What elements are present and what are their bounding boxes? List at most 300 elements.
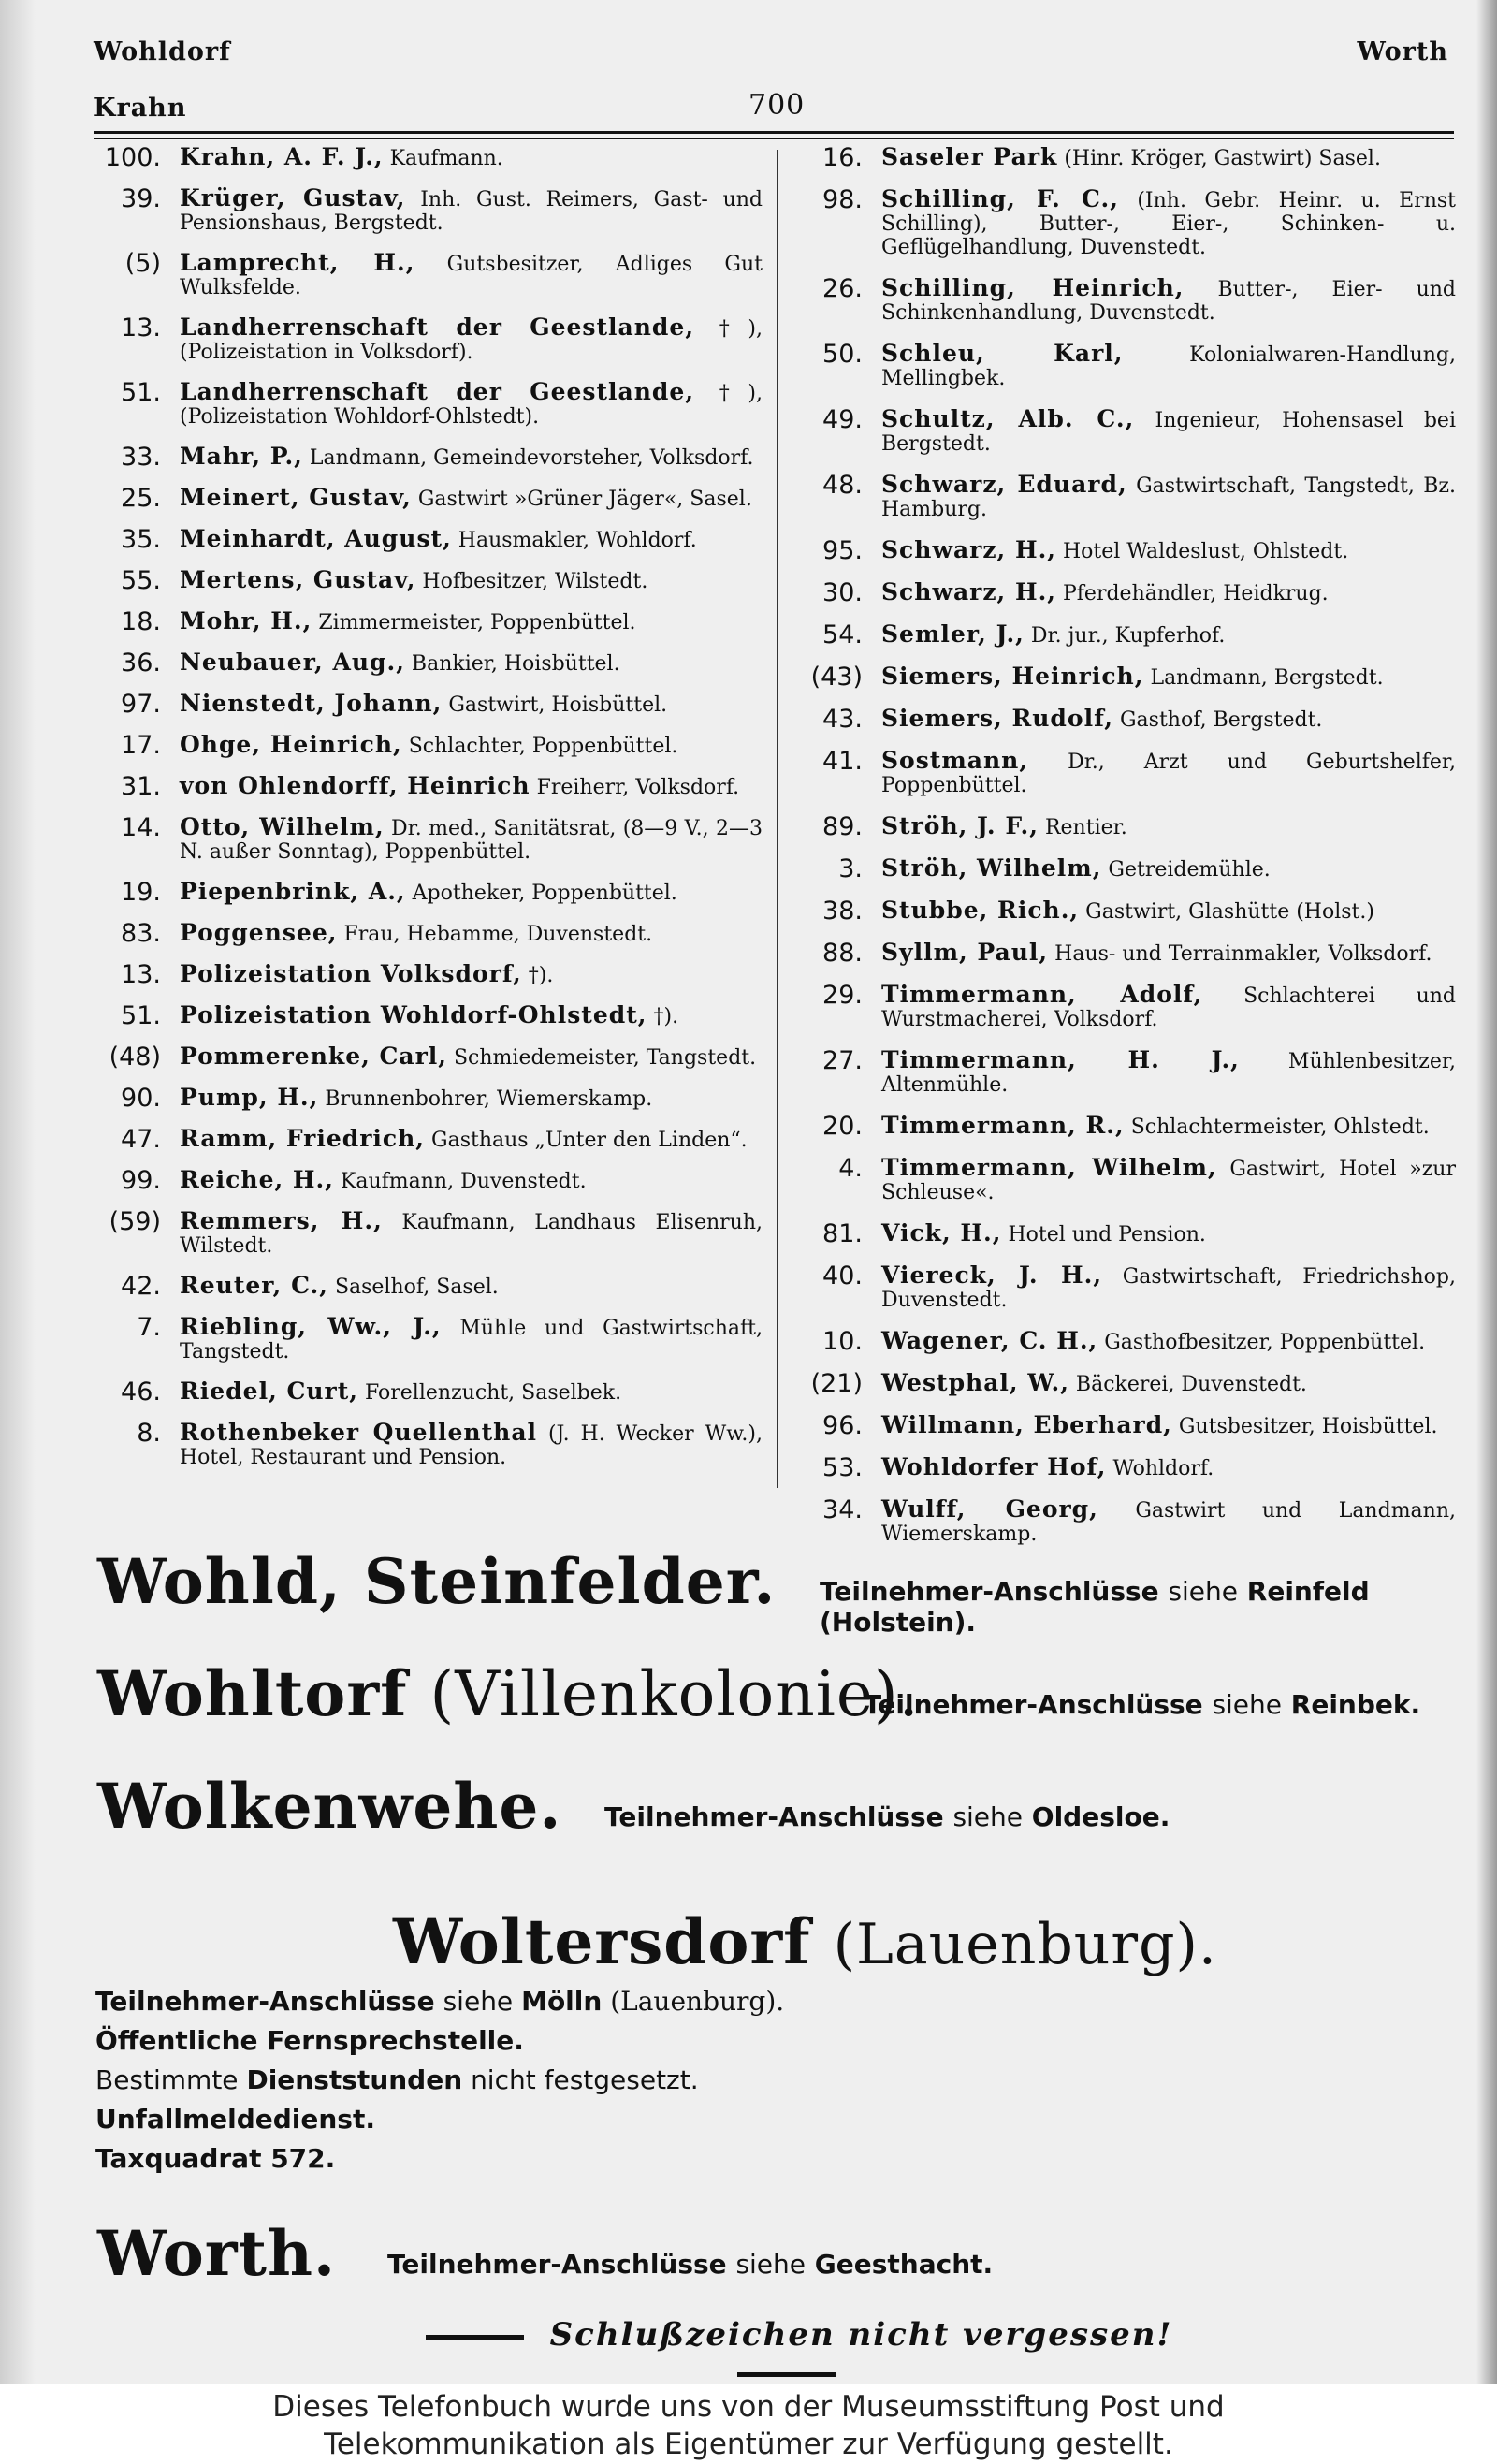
entry-text — [180, 380, 763, 429]
entry-description: Haus- und Terrainmakler, Volksdorf. — [1054, 942, 1432, 966]
entry-text — [881, 664, 1456, 690]
entry-text — [180, 1379, 763, 1405]
directory-entry — [795, 1156, 1456, 1204]
entry-description: Hotel Waldeslust, Ohlstedt. — [1062, 540, 1349, 563]
entry-number: 81. — [822, 1219, 863, 1248]
entry-description: (Inh. Gebr. Heinr. u. Ernst Schilling), Butter-, Eier-, Schinken- u. Geflügelhandlung, Duvenstedt. — [881, 189, 1456, 259]
entry-name: Timmermann, Wilhelm, — [881, 1154, 1217, 1181]
entry-number: 34. — [822, 1495, 863, 1524]
entry-text — [881, 538, 1456, 563]
entry-description: Kaufmann, Duvenstedt. — [340, 1170, 587, 1193]
entry-name: Remmers, H., — [180, 1207, 383, 1234]
entry-description: Gastwirtschaft, Tangstedt, Bz. Hamburg. — [881, 474, 1457, 521]
place-heading-worth: Worth. — [97, 2217, 336, 2290]
entry-number: 10. — [822, 1327, 863, 1356]
entry-name: Timmermann, Adolf, — [881, 981, 1203, 1008]
closing-reminder: Schlußzeichen nicht vergessen! — [337, 2316, 1235, 2384]
entry-description: Schlachtermeister, Ohlstedt. — [1130, 1115, 1430, 1139]
directory-entry — [94, 1086, 763, 1111]
entry-name: Wagener, C. H., — [881, 1327, 1098, 1354]
entry-description: Forellenzucht, Saselbek. — [364, 1381, 622, 1405]
directory-entry — [94, 880, 763, 905]
entry-name: Ströh, Wilhelm, — [881, 854, 1102, 882]
entry-number: 38. — [822, 897, 863, 926]
entry-name: Polizeistation Volksdorf, — [180, 960, 522, 987]
entry-number: 20. — [822, 1112, 863, 1141]
entry-number: 40. — [822, 1261, 863, 1290]
entry-text — [881, 814, 1456, 839]
entry-number: 90. — [121, 1084, 161, 1113]
entry-description: Hofbesitzer, Wilstedt. — [422, 570, 648, 593]
directory-entry — [795, 1497, 1456, 1546]
entry-text — [881, 622, 1456, 648]
entry-description: Getreidemühle. — [1108, 858, 1271, 882]
entry-number: 4. — [838, 1154, 863, 1183]
directory-entry — [94, 1315, 763, 1363]
entry-description: Bäckerei, Duvenstedt. — [1075, 1373, 1307, 1396]
entry-name: Saseler Park — [881, 143, 1058, 170]
entry-text — [180, 445, 763, 470]
directory-entry — [94, 1003, 763, 1028]
entry-text — [180, 962, 763, 987]
entry-number: 8. — [137, 1419, 161, 1448]
entry-description: Dr. jur., Kupferhof. — [1030, 624, 1226, 648]
entry-name: Schleu, Karl, — [881, 340, 1124, 367]
entry-text — [180, 733, 763, 758]
entry-description: (Hinr. Kröger, Gastwirt) Sasel. — [1064, 147, 1381, 170]
entry-text — [180, 486, 763, 511]
directory-entry — [795, 187, 1456, 259]
directory-entry — [795, 1048, 1456, 1097]
directory-entry — [94, 609, 763, 634]
directory-entry — [94, 733, 763, 758]
directory-entry — [94, 1379, 763, 1405]
directory-entry — [795, 538, 1456, 563]
entry-number: 96. — [822, 1411, 863, 1440]
directory-entry — [94, 380, 763, 429]
entry-number: 100. — [104, 143, 161, 172]
directory-entry — [94, 1209, 763, 1258]
directory-entry — [94, 1421, 763, 1469]
entry-number: 26. — [822, 274, 863, 303]
column-divider — [777, 150, 778, 1488]
page-number: 700 — [748, 89, 806, 122]
entry-text — [180, 1044, 763, 1070]
entry-name: Mahr, P., — [180, 443, 303, 470]
reference-wolkenwehe: Teilnehmer-Anschlüsse siehe Oldesloe. — [604, 1801, 1170, 1832]
entry-description: Zimmermeister, Poppenbüttel. — [318, 611, 636, 634]
entry-name: Riedel, Curt, — [180, 1378, 358, 1405]
entry-name: Sostmann, — [881, 747, 1029, 774]
entry-number: 50. — [822, 340, 863, 369]
entry-description: Hausmakler, Wohldorf. — [458, 529, 697, 552]
entry-number: 33. — [121, 443, 161, 472]
directory-entry — [795, 342, 1456, 390]
directory-entry — [94, 145, 763, 170]
entry-number: 97. — [121, 690, 161, 719]
entry-number: 54. — [822, 620, 863, 649]
entry-text — [180, 774, 763, 799]
directory-entry — [94, 1044, 763, 1070]
directory-entry — [795, 983, 1456, 1031]
woltersdorf-details — [95, 1982, 784, 2179]
entry-description: Frau, Hebamme, Duvenstedt. — [343, 923, 653, 946]
entry-number: 13. — [121, 960, 161, 989]
entry-description: Schlachter, Poppenbüttel. — [408, 735, 678, 758]
directory-entry — [94, 186, 763, 235]
entry-name: Piepenbrink, A., — [180, 878, 406, 905]
directory-entry — [795, 707, 1456, 732]
entry-text — [881, 342, 1456, 390]
woltersdorf-public-phone: Öffentliche Fernsprechstelle. — [95, 2025, 524, 2056]
running-head-left: Wohldorf — [94, 37, 231, 66]
entry-text — [881, 749, 1456, 797]
directory-entry — [94, 251, 763, 299]
directory-entry — [795, 1455, 1456, 1480]
entry-description: Saselhof, Sasel. — [334, 1276, 499, 1299]
reference-wohltorf: Teilnehmer-Anschlüsse siehe Reinbek. — [864, 1689, 1421, 1720]
directory-entry — [94, 921, 763, 946]
woltersdorf-reference: Teilnehmer-Anschlüsse siehe Mölln (Lauenburg). — [95, 1986, 785, 2017]
entry-name: Wohldorfer Hof, — [881, 1453, 1107, 1480]
reminder-dash-left — [426, 2335, 524, 2340]
entry-description: Ingenieur, Hohensasel bei Bergstedt. — [881, 409, 1456, 456]
entry-name: Viereck, J. H., — [881, 1261, 1103, 1289]
entry-description: Pferdehändler, Heidkrug. — [1062, 582, 1329, 605]
entry-name: Pommerenke, Carl, — [180, 1042, 447, 1070]
entry-number: 39. — [121, 184, 161, 213]
entry-description: †), (Polizeistation Wohldorf-Ohlstedt). — [180, 382, 763, 429]
directory-entry — [795, 814, 1456, 839]
entry-text — [881, 1263, 1456, 1312]
entry-number: 41. — [822, 747, 863, 776]
entry-name: Ströh, J. F., — [881, 812, 1039, 839]
entry-number: (21) — [810, 1369, 863, 1398]
entry-text — [180, 1274, 763, 1299]
entry-number: 49. — [822, 405, 863, 434]
entry-description: Landmann, Bergstedt. — [1150, 666, 1384, 690]
directory-entry — [795, 898, 1456, 924]
entry-name: Wulff, Georg, — [881, 1495, 1098, 1523]
entry-number: 25. — [121, 484, 161, 513]
entry-text — [881, 1329, 1456, 1354]
entry-description: Gasthof, Bergstedt. — [1119, 708, 1323, 732]
entry-text — [180, 1003, 763, 1028]
entry-name: Schwarz, H., — [881, 536, 1056, 563]
entry-name: Siemers, Heinrich, — [881, 663, 1144, 690]
entry-description: Dr., Arzt und Geburtshelfer, Poppenbüttel. — [881, 751, 1456, 797]
directory-entry — [795, 664, 1456, 690]
entry-name: Reuter, C., — [180, 1272, 328, 1299]
entry-text — [881, 187, 1456, 259]
place-heading-wolkenwehe: Wolkenwehe. — [97, 1770, 562, 1843]
directory-entry — [795, 622, 1456, 648]
entry-text — [881, 856, 1456, 882]
entry-name: Siemers, Rudolf, — [881, 705, 1113, 732]
entry-number: 35. — [121, 525, 161, 554]
entry-number: 48. — [822, 471, 863, 500]
entry-text — [881, 1371, 1456, 1396]
entry-number: 43. — [822, 705, 863, 734]
footer-line-1: Dieses Telefonbuch wurde uns von der Museumsstiftung Post und — [272, 2390, 1225, 2424]
entry-number: 27. — [822, 1046, 863, 1075]
entry-text — [180, 880, 763, 905]
entry-text — [881, 940, 1456, 966]
entry-description: Gutsbesitzer, Hoisbüttel. — [1178, 1415, 1438, 1438]
entry-name: Poggensee, — [180, 919, 338, 946]
directory-entry — [795, 580, 1456, 605]
entry-number: (59) — [109, 1207, 161, 1236]
reference-worth: Teilnehmer-Anschlüsse siehe Geesthacht. — [387, 2249, 994, 2280]
entry-number: 17. — [121, 731, 161, 760]
directory-entry — [94, 962, 763, 987]
entry-description: Freiherr, Volksdorf. — [536, 776, 740, 799]
entry-description: Bankier, Hoisbüttel. — [411, 652, 620, 676]
right-column — [795, 145, 1456, 1563]
entry-name: Vick, H., — [881, 1219, 1002, 1247]
entry-description: †). — [653, 1005, 679, 1028]
entry-number: 29. — [822, 981, 863, 1010]
entry-name: Stubbe, Rich., — [881, 897, 1080, 924]
entry-number: 88. — [822, 939, 863, 968]
directory-entry — [795, 749, 1456, 797]
entry-description: Rentier. — [1044, 816, 1127, 839]
entry-number: 98. — [822, 185, 863, 214]
directory-entry — [94, 1168, 763, 1193]
entry-text — [881, 1455, 1456, 1480]
entry-number: 3. — [838, 854, 863, 883]
entry-name: Mohr, H., — [180, 607, 312, 634]
entry-name: Syllm, Paul, — [881, 939, 1049, 966]
entry-description: Butter-, Eier- und Schinkenhandlung, Duvenstedt. — [881, 278, 1456, 325]
entry-description: Landmann, Gemeindevorsteher, Volksdorf. — [309, 446, 754, 470]
entry-text — [881, 276, 1456, 325]
woltersdorf-service-hours: Bestimmte Dienststunden nicht festgesetzt. — [95, 2064, 699, 2095]
first-entry-head: Krahn — [94, 94, 187, 123]
entry-name: Neubauer, Aug., — [180, 649, 405, 676]
entry-number: 46. — [121, 1378, 161, 1407]
entry-text — [180, 527, 763, 552]
entry-description: Apotheker, Poppenbüttel. — [412, 882, 677, 905]
header-rule — [94, 131, 1454, 139]
entry-number: (43) — [810, 663, 863, 692]
entry-number: 7. — [137, 1313, 161, 1342]
entry-name: Landherrenschaft der Geestlande, — [180, 313, 695, 341]
entry-description: Gasthaus „Unter den Linden“. — [431, 1129, 748, 1152]
directory-entry — [94, 692, 763, 717]
provenance-footer — [0, 2384, 1497, 2464]
entry-description: Schmiedemeister, Tangstedt. — [453, 1046, 757, 1070]
entry-text — [180, 568, 763, 593]
entry-text — [180, 1421, 763, 1469]
entry-text — [180, 1168, 763, 1193]
entry-name: Krahn, A. F. J., — [180, 143, 384, 170]
entry-text — [881, 407, 1456, 456]
entry-name: Willmann, Eberhard, — [881, 1411, 1172, 1438]
entry-name: Timmermann, R., — [881, 1112, 1125, 1139]
woltersdorf-accident-service: Unfallmeldedienst. — [95, 2104, 375, 2135]
entry-number: 19. — [121, 878, 161, 907]
directory-entry — [795, 1221, 1456, 1247]
entry-text — [180, 921, 763, 946]
entry-name: Timmermann, H. J., — [881, 1046, 1240, 1073]
entry-number: 51. — [121, 1001, 161, 1030]
entry-description: Inh. Gust. Reimers, Gast- und Pensionshaus, Bergstedt. — [180, 188, 763, 235]
entry-number: 18. — [121, 607, 161, 636]
entry-text — [180, 315, 763, 364]
entry-name: Westphal, W., — [881, 1369, 1069, 1396]
entry-name: Ramm, Friedrich, — [180, 1125, 425, 1152]
entry-text — [180, 145, 763, 170]
directory-entry — [94, 568, 763, 593]
entry-number: 51. — [121, 378, 161, 407]
entry-description: Gastwirt »Grüner Jäger«, Sasel. — [417, 488, 752, 511]
entry-description: Gastwirt, Glashütte (Holst.) — [1085, 900, 1374, 924]
entry-name: Nienstedt, Johann, — [180, 690, 443, 717]
place-heading-woltersdorf: Woltersdorf (Lauenburg). — [393, 1905, 1217, 1978]
directory-entry — [795, 1263, 1456, 1312]
entry-description: †), (Polizeistation in Volksdorf). — [180, 317, 763, 364]
entry-text — [180, 609, 763, 634]
directory-entry — [94, 774, 763, 799]
entry-name: Pump, H., — [180, 1084, 319, 1111]
directory-entry — [94, 445, 763, 470]
entry-name: Meinhardt, August, — [180, 525, 452, 552]
directory-entry — [795, 856, 1456, 882]
reference-wohld: Teilnehmer-Anschlüsse siehe Reinfeld (Holstein). — [820, 1576, 1370, 1638]
entry-text — [881, 1048, 1456, 1097]
entry-name: Schilling, Heinrich, — [881, 274, 1185, 301]
entry-number: 13. — [121, 313, 161, 343]
entry-description: Brunnenbohrer, Wiemerskamp. — [325, 1087, 653, 1111]
directory-entry — [795, 1413, 1456, 1438]
entry-name: Krüger, Gustav, — [180, 184, 406, 211]
entry-name: Landherrenschaft der Geestlande, — [180, 378, 695, 405]
place-heading-wohltorf: Wohltorf (Villenkolonie). — [97, 1657, 920, 1730]
place-heading-wohld: Wohld, Steinfelder. — [97, 1545, 777, 1618]
entry-text — [180, 692, 763, 717]
entry-description: Gastwirt und Landmann, Wiemerskamp. — [881, 1499, 1456, 1546]
entry-number: 99. — [121, 1166, 161, 1195]
entry-description: Schlachterei und Wurstmacherei, Volksdorf. — [881, 984, 1456, 1031]
entry-number: 95. — [822, 536, 863, 565]
entry-description: †). — [528, 964, 554, 987]
entry-text — [881, 1497, 1456, 1546]
entry-name: Reiche, H., — [180, 1166, 334, 1193]
directory-entry — [795, 1371, 1456, 1396]
directory-entry — [94, 486, 763, 511]
entry-description: Wohldorf. — [1112, 1457, 1214, 1480]
directory-entry — [94, 315, 763, 364]
entry-text — [180, 1127, 763, 1152]
entry-text — [881, 473, 1456, 521]
entry-text — [180, 650, 763, 676]
directory-entry — [795, 473, 1456, 521]
directory-entry — [795, 940, 1456, 966]
entry-number: 55. — [121, 566, 161, 595]
entry-number: 53. — [822, 1453, 863, 1482]
entry-description: Kaufmann. — [389, 147, 503, 170]
entry-name: Polizeistation Wohldorf-Ohlstedt, — [180, 1001, 647, 1028]
reminder-dash-right — [737, 2372, 836, 2377]
entry-number: 36. — [121, 649, 161, 678]
entry-number: (5) — [124, 249, 161, 278]
entry-description: Kaufmann, Landhaus Elisenruh, Wilstedt. — [180, 1211, 763, 1258]
entry-number: (48) — [109, 1042, 161, 1072]
left-column — [94, 145, 763, 1485]
entry-text — [180, 1209, 763, 1258]
entry-name: Schilling, F. C., — [881, 185, 1119, 212]
running-head-right: Worth — [1357, 37, 1448, 66]
footer-line-2: Telekommunikation als Eigentümer zur Verfügung gestellt. — [324, 2428, 1173, 2461]
directory-entry — [795, 1114, 1456, 1139]
entry-number: 47. — [121, 1125, 161, 1154]
entry-text — [881, 1156, 1456, 1204]
entry-name: Semler, J., — [881, 620, 1025, 648]
entry-description: (J. H. Wecker Ww.), Hotel, Restaurant und Pension. — [180, 1422, 763, 1469]
entry-name: Otto, Wilhelm, — [180, 813, 385, 840]
entry-description: Dr. med., Sanitätsrat, (8—9 V., 2—3 N. außer Sonntag), Poppenbüttel. — [180, 817, 763, 864]
entry-number: 42. — [121, 1272, 161, 1301]
entry-text — [881, 983, 1456, 1031]
entry-description: Gutsbesitzer, Adliges Gut Wulksfelde. — [180, 253, 763, 299]
directory-entry — [795, 276, 1456, 325]
directory-entry — [795, 407, 1456, 456]
entry-text — [180, 251, 763, 299]
entry-text — [881, 707, 1456, 732]
entry-description: Gastwirtschaft, Friedrichshop, Duvenstedt. — [881, 1265, 1456, 1312]
entry-name: von Ohlendorff, Heinrich — [180, 772, 530, 799]
entry-text — [180, 1086, 763, 1111]
entry-description: Gasthofbesitzer, Poppenbüttel. — [1104, 1331, 1426, 1354]
directory-entry — [94, 650, 763, 676]
entry-number: 89. — [822, 812, 863, 841]
entry-name: Rothenbeker Quellenthal — [180, 1419, 538, 1446]
entry-name: Riebling, Ww., J., — [180, 1313, 442, 1340]
entry-text — [180, 186, 763, 235]
directory-entry — [94, 815, 763, 864]
woltersdorf-tax-square: Taxquadrat 572. — [95, 2143, 336, 2174]
entry-name: Lamprecht, H., — [180, 249, 415, 276]
entry-description: Kolonialwaren-Handlung, Mellingbek. — [881, 343, 1456, 390]
directory-entry — [795, 145, 1456, 170]
entry-text — [180, 815, 763, 864]
entry-text — [881, 1413, 1456, 1438]
entry-name: Schwarz, Eduard, — [881, 471, 1127, 498]
directory-entry — [795, 1329, 1456, 1354]
entry-name: Schultz, Alb. C., — [881, 405, 1135, 432]
entry-number: 31. — [121, 772, 161, 801]
entry-number: 83. — [121, 919, 161, 948]
directory-entry — [94, 1274, 763, 1299]
entry-description: Mühlenbesitzer, Altenmühle. — [881, 1050, 1456, 1097]
entry-name: Schwarz, H., — [881, 578, 1056, 605]
entry-name: Ohge, Heinrich, — [180, 731, 402, 758]
entry-text — [881, 580, 1456, 605]
directory-entry — [94, 527, 763, 552]
entry-description: Hotel und Pension. — [1008, 1223, 1206, 1247]
entry-description: Mühle und Gastwirtschaft, Tangstedt. — [180, 1317, 763, 1363]
entry-number: 16. — [822, 143, 863, 172]
entry-text — [881, 1221, 1456, 1247]
entry-text — [881, 145, 1456, 170]
entry-number: 14. — [121, 813, 161, 842]
entry-text — [881, 898, 1456, 924]
entry-text — [881, 1114, 1456, 1139]
entry-name: Meinert, Gustav, — [180, 484, 412, 511]
directory-entry — [94, 1127, 763, 1152]
entry-text — [180, 1315, 763, 1363]
